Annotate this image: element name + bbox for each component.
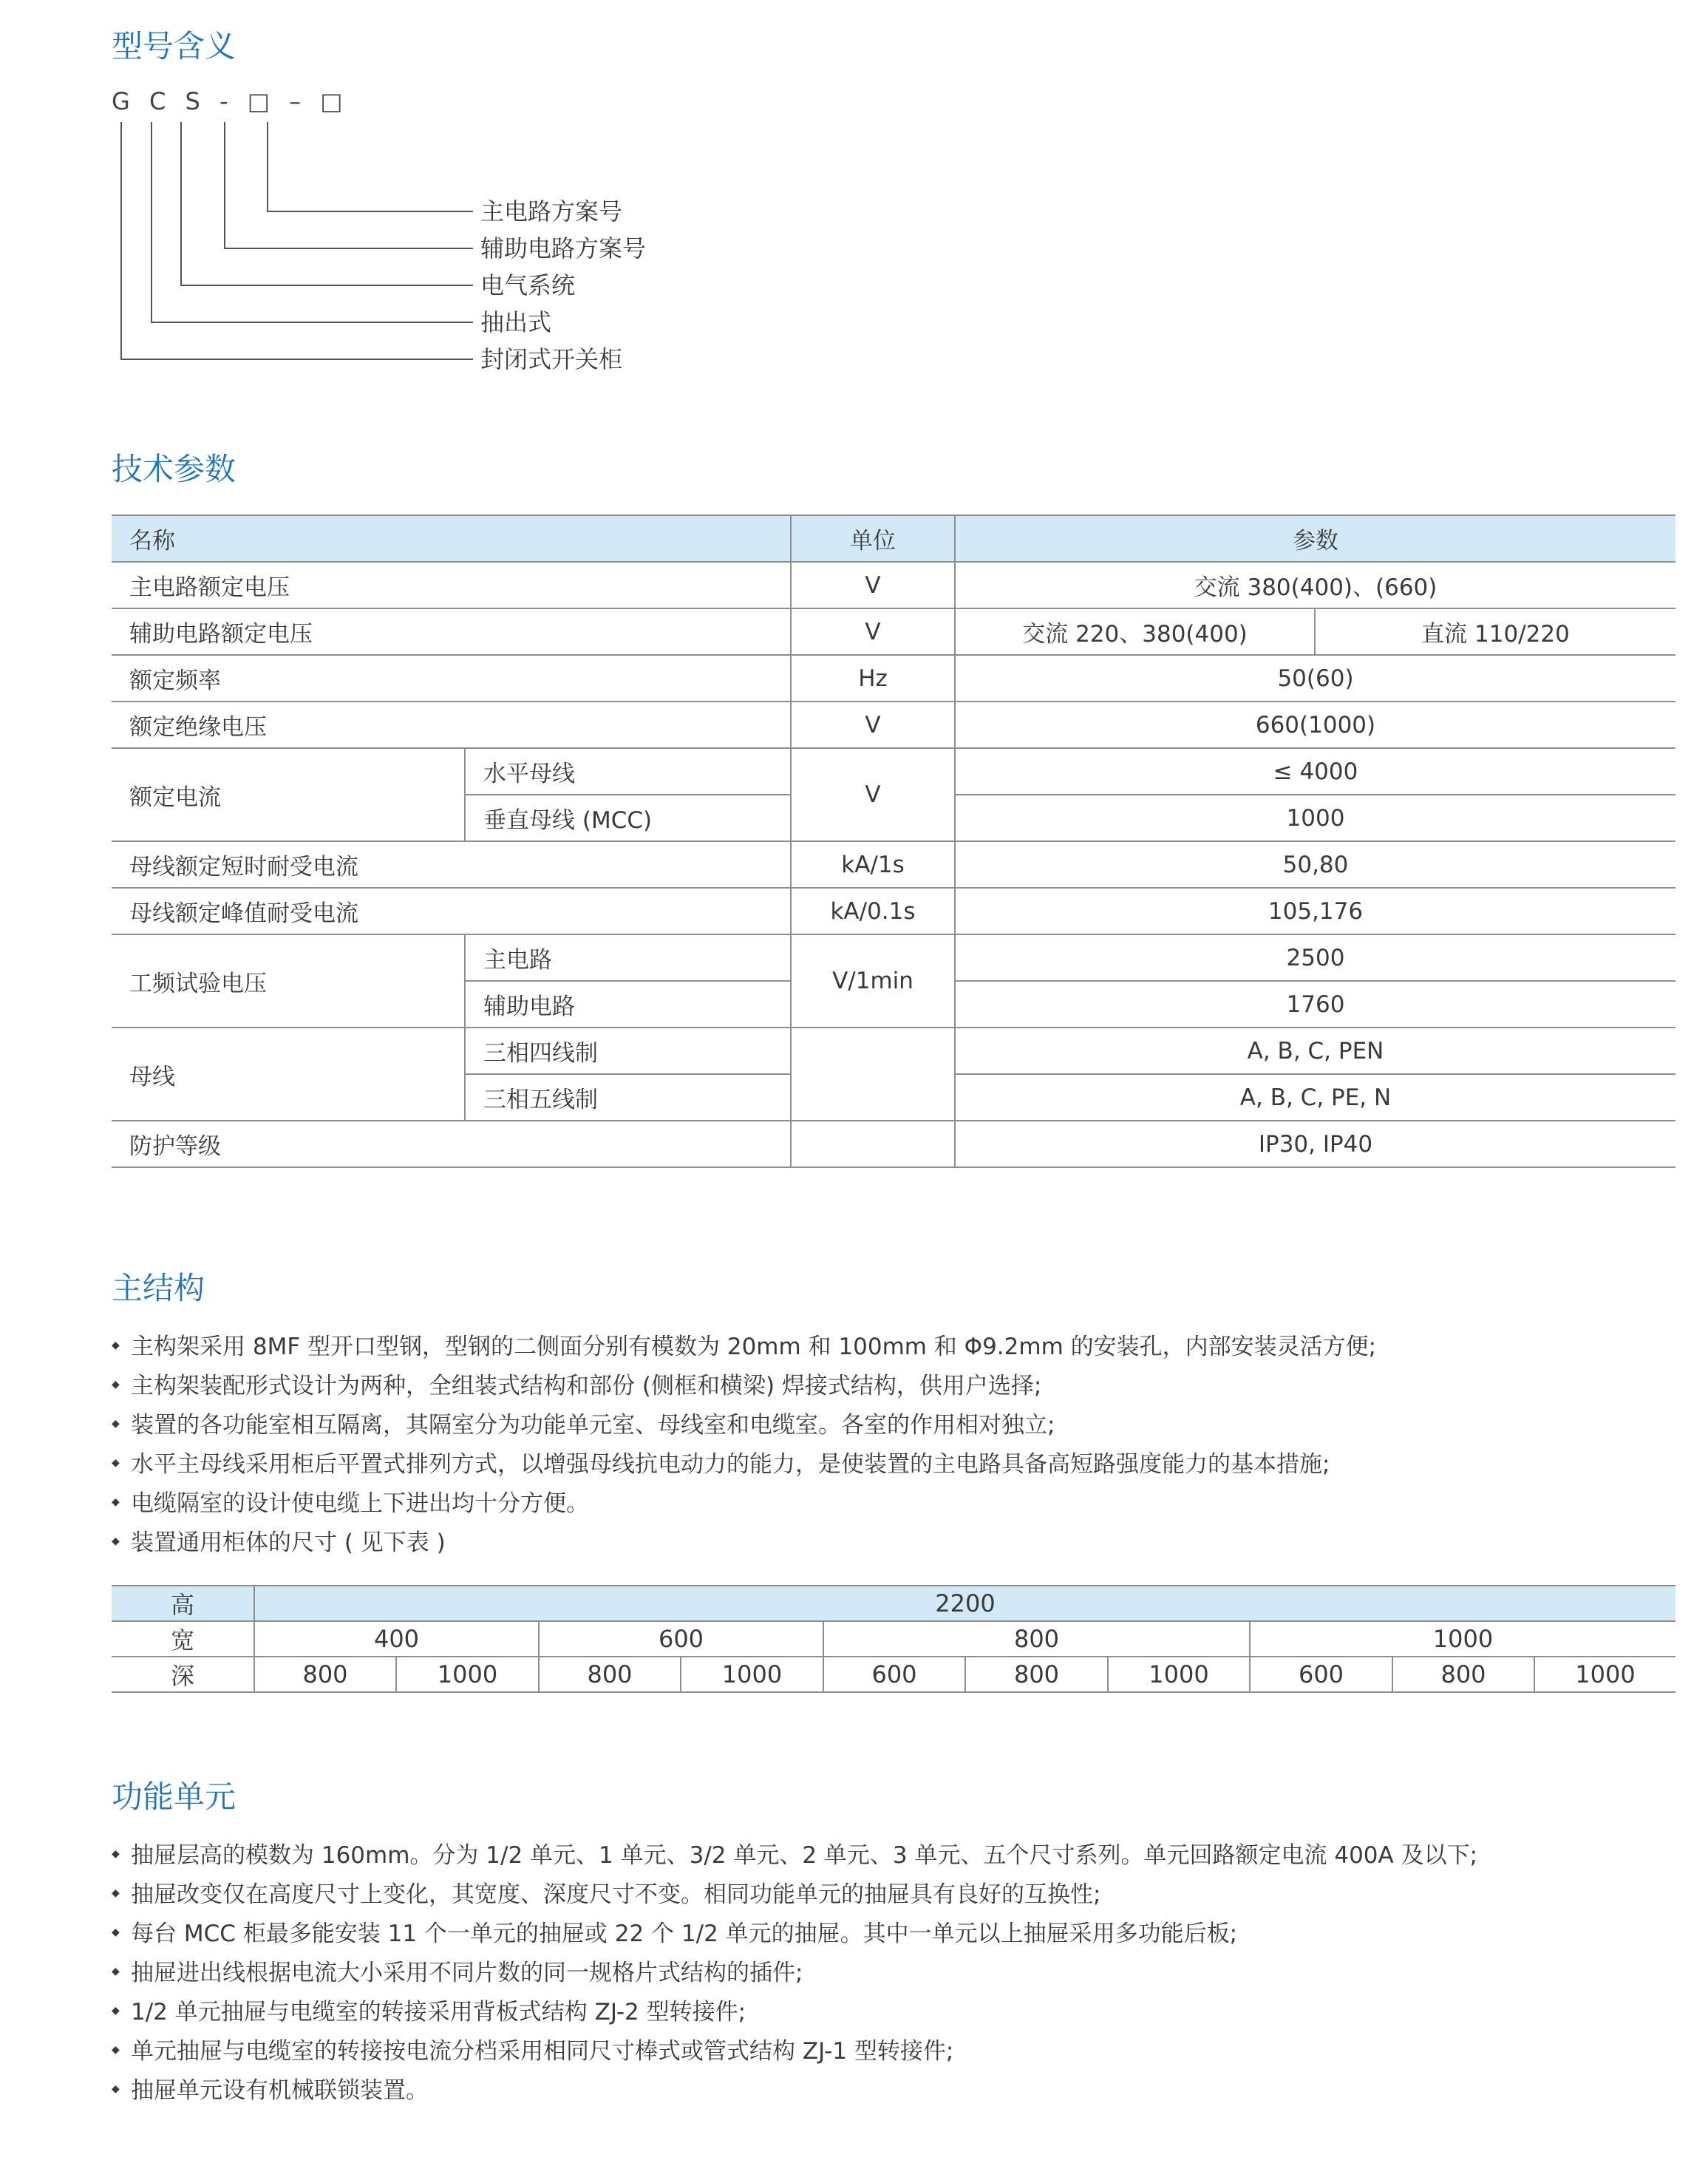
cell-unit: Hz [791,655,955,702]
cell-unit: V [791,562,955,608]
cell-subname: 三相五线制 [465,1074,791,1121]
value-width: 800 [823,1621,1250,1657]
cell-name: 防护等级 [112,1121,791,1167]
table-row [112,562,1675,608]
cell-value: 交流 380(400)、(660) [955,562,1675,608]
label-height: 高 [112,1586,254,1621]
line-main-circuit [268,122,473,211]
cell-name: 工频试验电压 [112,934,465,1028]
value-depth: 1000 [396,1657,539,1692]
model-code: G C S - □ – □ [112,87,349,115]
list-item: ◆ 每台 MCC 柜最多能安装 11 个一单元的抽屉或 22 个 1/2 单元的抽屉。其中一单元以上抽屉采用多功能后板; [112,1915,1477,1954]
list-item: ◆ 单元抽屉与电缆室的转接按电流分档采用相同尺寸棒式或管式结构 ZJ-1 型转接件; [112,2032,1477,2071]
header-name: 名称 [112,515,791,562]
cell-subname: 水平母线 [465,748,791,795]
value-depth: 1000 [1108,1657,1250,1692]
cell-value: 1000 [955,795,1675,841]
cell-value: 105,176 [955,888,1675,934]
cell-value: ≤ 4000 [955,748,1675,795]
model-part-main-circuit: 主电路方案号 [480,197,623,225]
section-title-model: 型号含义 [112,28,237,64]
label-width: 宽 [112,1621,254,1657]
list-item: ◆ 主构架采用 8MF 型开口型钢，型钢的二侧面分别有模数为 20mm 和 100mm 和 Φ9.2mm 的安装孔，内部安装灵活方便; [112,1328,1376,1367]
cell-subname: 辅助电路 [465,981,791,1028]
value-depth: 1000 [1534,1657,1675,1692]
line-aux-circuit [225,122,473,248]
cell-name: 额定绝缘电压 [112,702,791,748]
structure-list [112,1328,1376,1563]
value-width: 400 [254,1621,539,1657]
cell-subname: 主电路 [465,934,791,981]
cell-value: 660(1000) [955,702,1675,748]
cell-value: A, B, C, PE, N [955,1074,1675,1121]
list-item: ◆ 水平主母线采用柜后平置式排列方式，以增强母线抗电动力的能力，是使装置的主电路具备高短路强度能力的基本措施; [112,1445,1376,1484]
cell-unit: V [791,702,955,748]
cell-value: 50,80 [955,841,1675,888]
table-row [112,608,1675,655]
cell-value: IP30, IP40 [955,1121,1675,1167]
cell-unit: kA/0.1s [791,888,955,934]
cell-unit: kA/1s [791,841,955,888]
cell-name: 母线额定峰值耐受电流 [112,888,791,934]
model-code-diagram [0,0,532,384]
list-item: ◆ 装置的各功能室相互隔离，其隔室分为功能单元室、母线室和电缆室。各室的作用相对独立; [112,1406,1376,1445]
cell-name: 主电路额定电压 [112,562,791,608]
tech-params-table [112,515,1675,1168]
table-row [112,1028,1675,1074]
table-row [112,888,1675,934]
value-depth: 600 [1250,1657,1392,1692]
value-depth: 600 [823,1657,965,1692]
list-item: ◆ 电缆隔室的设计使电缆上下进出均十分方便。 [112,1484,1376,1524]
section-title-structure: 主结构 [112,1270,205,1306]
value-depth: 800 [254,1657,396,1692]
cell-value: 2500 [955,934,1675,981]
value-depth: 800 [1392,1657,1534,1692]
cell-value: 1760 [955,981,1675,1028]
cell-name: 母线 [112,1028,465,1121]
value-depth: 800 [539,1657,681,1692]
cell-value-dc: 直流 110/220 [1315,608,1675,655]
value-width: 600 [539,1621,823,1657]
cell-subname: 垂直母线 (MCC) [465,795,791,841]
cell-subname: 三相四线制 [465,1028,791,1074]
value-height: 2200 [254,1586,1675,1621]
model-part-electrical-system: 电气系统 [480,271,576,299]
table-row [112,841,1675,888]
model-part-aux-circuit: 辅助电路方案号 [480,234,647,262]
table-row-depth [112,1657,1675,1692]
list-item: ◆ 1/2 单元抽屉与电缆室的转接采用背板式结构 ZJ-2 型转接件; [112,1993,1477,2032]
list-item: ◆ 抽屉改变仅在高度尺寸上变化，其宽度、深度尺寸不变。相同功能单元的抽屉具有良好的互换性; [112,1875,1477,1915]
value-width: 1000 [1250,1621,1675,1657]
list-item: ◆ 装置通用柜体的尺寸 ( 见下表 ) [112,1524,1376,1563]
table-row [112,655,1675,702]
table-row [112,702,1675,748]
value-depth: 800 [965,1657,1108,1692]
header-unit: 单位 [791,515,955,562]
cell-name: 辅助电路额定电压 [112,608,791,655]
cell-unit: V [791,608,955,655]
table-row [112,748,1675,795]
table-row-width [112,1621,1675,1657]
section-title-units: 功能单元 [112,1779,237,1815]
line-enclosed [121,122,473,359]
label-depth: 深 [112,1657,254,1692]
list-item: ◆ 抽屉进出线根据电流大小采用不同片数的同一规格片式结构的插件; [112,1954,1477,1993]
units-list [112,1836,1477,2111]
list-item: ◆ 抽屉单元设有机械联锁装置。 [112,2071,1477,2111]
cell-name: 母线额定短时耐受电流 [112,841,791,888]
section-title-tech: 技术参数 [112,451,237,487]
cell-value: A, B, C, PEN [955,1028,1675,1074]
table-row-height [112,1586,1675,1621]
header-param: 参数 [955,515,1675,562]
cell-name: 额定电流 [112,748,465,841]
cell-unit-empty [791,1121,955,1167]
line-drawout [152,122,473,322]
cell-value: 50(60) [955,655,1675,702]
model-part-drawout: 抽出式 [480,308,552,336]
cell-unit-empty [791,1028,955,1121]
cabinet-dimensions-table [112,1585,1675,1693]
table-header-row [112,515,1675,562]
cell-name: 额定频率 [112,655,791,702]
table-row [112,1121,1675,1167]
value-depth: 1000 [681,1657,823,1692]
table-row [112,934,1675,981]
model-part-enclosed: 封闭式开关柜 [480,345,623,373]
cell-unit: V [791,748,955,841]
cell-value-ac: 交流 220、380(400) [955,608,1315,655]
list-item: ◆ 抽屉层高的模数为 160mm。分为 1/2 单元、1 单元、3/2 单元、2 单元、3 单元、五个尺寸系列。单元回路额定电流 400A 及以下; [112,1836,1477,1875]
cell-unit: V/1min [791,934,955,1028]
list-item: ◆ 主构架装配形式设计为两种，全组装式结构和部份 (侧框和横梁) 焊接式结构，供用户选择; [112,1367,1376,1406]
